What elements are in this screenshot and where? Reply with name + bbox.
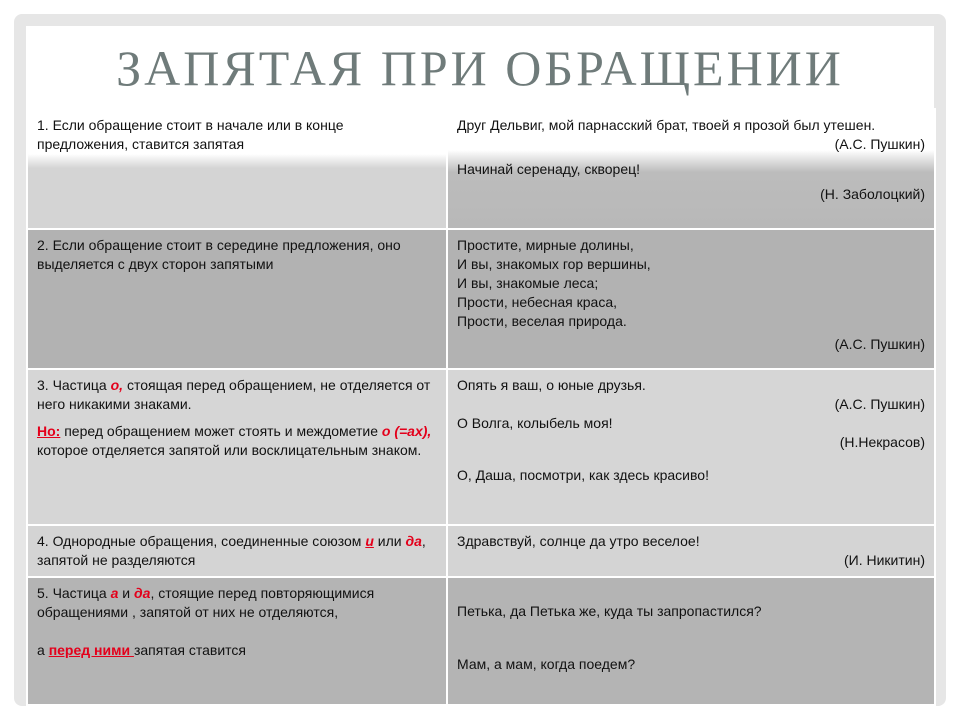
example-cell	[447, 525, 935, 577]
poem-line: Прости, веселая природа.	[457, 313, 627, 329]
rule-cell	[27, 369, 447, 525]
table-row	[27, 369, 935, 525]
author-text: (А.С. Пушкин)	[834, 396, 925, 412]
particle-da: да	[134, 585, 151, 601]
rule-fragment: и	[118, 585, 135, 601]
rule-cell	[27, 229, 447, 369]
particle-o: о,	[110, 377, 124, 393]
rule-fragment: запятая ставится	[133, 642, 246, 658]
rule-text: 2. Если обращение стоит в середине предложения, оно выделяется с двух сторон запятыми	[37, 237, 401, 272]
rule-text	[37, 533, 426, 568]
author-text: (А.С. Пушкин)	[834, 336, 925, 352]
author-text: (И. Никитин)	[843, 552, 925, 568]
rule-fragment: 4. Однородные обращения, соединенные союзом	[37, 533, 366, 549]
example-text: О Волга, колыбель моя!	[457, 415, 613, 431]
table-row	[27, 229, 935, 369]
before-them-label: перед ними	[48, 642, 134, 658]
note-fragment: которое отделяется запятой или восклицательным знаком.	[37, 442, 422, 458]
example-text: Мам, а мам, когда поедем?	[457, 656, 636, 672]
rule-text	[37, 585, 374, 620]
author-text: (Н.Некрасов)	[839, 434, 925, 450]
poem-line: Простите, мирные долины,	[457, 237, 634, 253]
example-cell	[447, 369, 935, 525]
rule-cell	[27, 109, 447, 229]
rules-table	[26, 108, 936, 706]
rule-fragment: 3. Частица	[37, 377, 111, 393]
example-text: О, Даша, посмотри, как здесь красиво!	[457, 467, 709, 483]
example-cell	[447, 229, 935, 369]
example-text: Друг Дельвиг, мой парнасский брат, твоей я прозой был утешен.	[457, 117, 876, 133]
example-text: Начинай серенаду, скворец!	[457, 161, 641, 177]
conjunction-da: да	[405, 533, 422, 549]
rule-fragment: или	[373, 533, 406, 549]
title-bar	[36, 32, 924, 104]
conjunction-i: и	[365, 533, 374, 549]
rule-cell	[27, 525, 447, 577]
note-fragment: перед обращением может стоять и междометие	[60, 423, 382, 439]
particle-a: а	[110, 585, 119, 601]
example-text: Опять я ваш, о юные друзья.	[457, 377, 646, 393]
rule-fragment: стоящая перед обращением, не отделяется от него никакими знаками.	[37, 377, 431, 412]
example-cell	[447, 577, 935, 705]
author-text: (А.С. Пушкин)	[834, 136, 925, 152]
example-cell	[447, 109, 935, 229]
note-label: Но:	[37, 423, 61, 439]
table-row	[27, 525, 935, 577]
rule-cell	[27, 577, 447, 705]
poem-line: И вы, знакомые леса;	[457, 275, 599, 291]
poem-line: Прости, небесная краса,	[457, 294, 618, 310]
rule-fragment: а	[37, 642, 49, 658]
rule-fragment: , стоящие перед повторяющимися обращениями , запятой от них не отделяются,	[37, 585, 375, 620]
rule-fragment: , запятой не разделяются	[37, 533, 426, 568]
rule-text: 1. Если обращение стоит в начале или в конце предложения, ставится запятая	[37, 117, 344, 152]
table-row	[27, 577, 935, 705]
example-text: Здравствуй, солнце да утро веселое!	[457, 533, 700, 549]
rule-text	[37, 641, 437, 660]
table-row	[27, 109, 935, 229]
rule-fragment: 5. Частица	[37, 585, 111, 601]
note-text	[37, 423, 431, 458]
slide-title: ЗАПЯТАЯ ПРИ ОБРАЩЕНИИ	[116, 40, 844, 96]
rule-text	[37, 377, 430, 412]
example-text: Петька, да Петька же, куда ты запропастился?	[457, 603, 762, 619]
poem-line: И вы, знакомых гор вершины,	[457, 256, 651, 272]
author-text: (Н. Заболоцкий)	[820, 186, 925, 202]
interjection-o: о (=ах),	[381, 423, 432, 439]
